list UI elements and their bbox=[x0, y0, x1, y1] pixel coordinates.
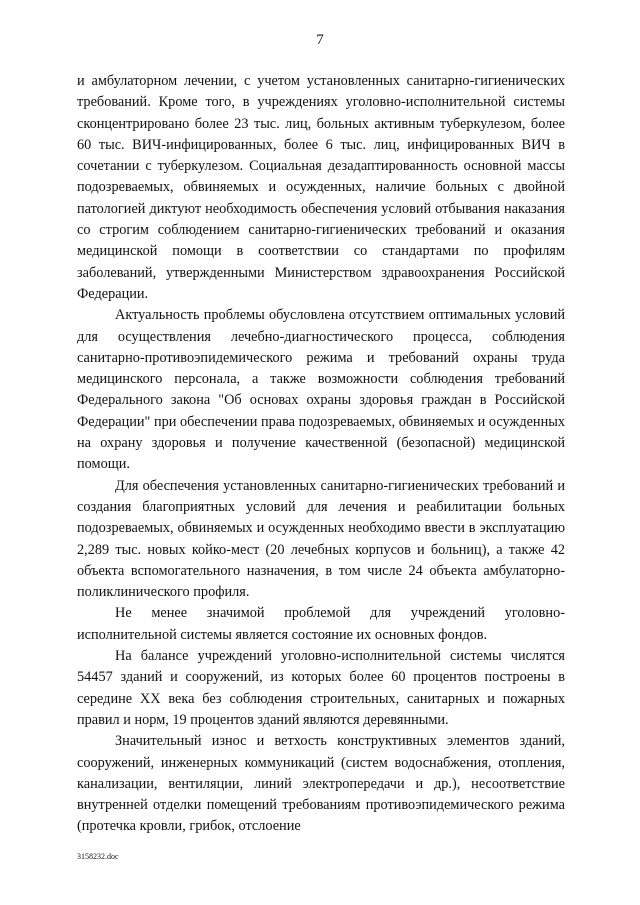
paragraph: Для обеспечения установленных санитарно-гигиенических требований и создания благоприятных условий для лечения и реабилитации больных подозреваемых, обвиняемых и осужденных необходимо ввести в эксплуатацию 2,289 тыс. новых койко-мест (20 лечебных корпусов и больниц), а также 42 объекта вспомогательного назначения, в том числе 24 объекта амбулаторно-поликлинического профиля. bbox=[77, 477, 565, 601]
paragraph: и амбулаторном лечении, с учетом установленных санитарно-гигиенических требований. Кроме того, в учреждениях уголовно-исполнительной системы сконцентрировано более 23 тыс. лиц, больных активным туберкулезом, более 60 тыс. ВИЧ-инфицированных, более 6 тыс. лиц, инфицированных ВИЧ в сочетании с туберкулезом. Социальная дезадаптированность основной массы подозреваемых, обвиняемых и осужденных, наличие больных с двойной патологией диктуют необходимость обеспечения условий отбывания наказания со строгим соблюдением санитарно-гигиенических требований и оказания медицинской помощи в соответствии со стандартами по профилям заболеваний, утвержденными Министерством здравоохранения Российской Федерации. bbox=[77, 73, 565, 302]
paragraph: Актуальность проблемы обусловлена отсутствием оптимальных условий для осуществления лечебно-диагностического процесса, соблюдения санитарно-противоэпидемического режима и требований охраны труда медицинского персонала, а также возможности соблюдения требований Федерального закона "Об основах охраны здоровья граждан в Российской Федерации" при обеспечении права подозреваемых, обвиняемых и осужденных на охрану здоровья и получение качественной (безопасной) медицинской помощи. bbox=[77, 307, 565, 473]
paragraph: Не менее значимой проблемой для учреждений уголовно-исполнительной системы является состояние их основных фондов. bbox=[77, 605, 565, 643]
page-number: 7 bbox=[316, 32, 324, 48]
paragraph: На балансе учреждений уголовно-исполнительной системы числятся 54457 зданий и сооружений, из которых более 60 процентов построены в середине XX века без соблюдения строительных, санитарных и пожарных правил и норм, 19 процентов зданий являются деревянными. bbox=[77, 648, 565, 728]
paragraph: Значительный износ и ветхость конструктивных элементов зданий, сооружений, инженерных коммуникаций (систем водоснабжения, отопления, канализации, вентиляции, линий электропередачи и др.), несоответствие внутренней отделки помещений требованиям противоэпидемического режима (протечка кровли, грибок, отслоение bbox=[77, 733, 565, 835]
document-body bbox=[77, 71, 565, 838]
document-file-code: 3158232.doc bbox=[77, 852, 119, 861]
